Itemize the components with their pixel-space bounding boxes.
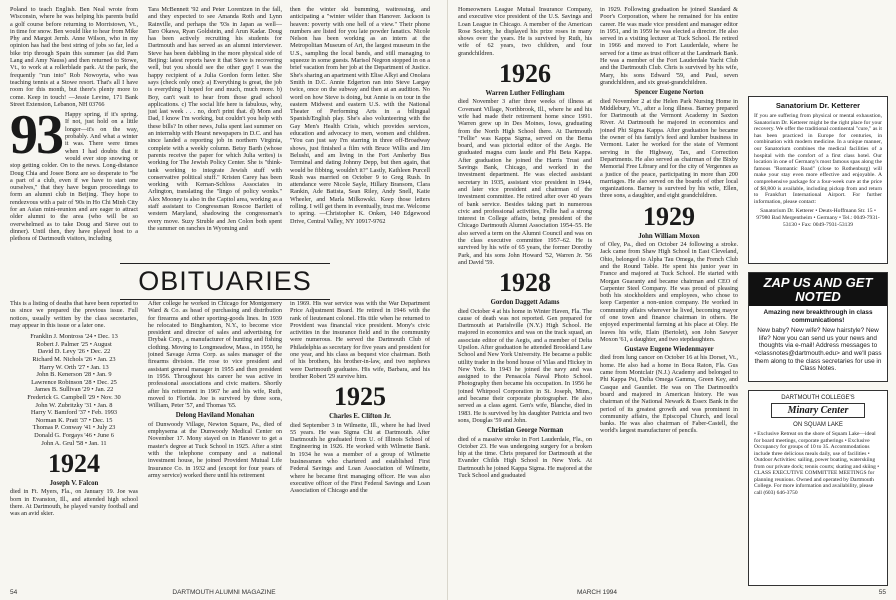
death-entry: Harry W. Orth '27 • Jan. 13 <box>39 363 109 371</box>
class-notes-column-2 <box>148 6 282 258</box>
obituary-name: Christian George Norman <box>486 427 564 435</box>
ad-title: Sanatorium Dr. Ketterer <box>775 101 861 110</box>
death-entry: Norman K. Pratt '37 • Dec. 15 <box>35 416 113 424</box>
obituary-name: Gustave Eugene Wiedenmayer <box>624 346 714 354</box>
obituary-text: died October 4 at his home in Winter Haven, Fla. The cause of death was not reported. Gen prepared for Dartmouth at Parishville (N.Y.) High School. He majored in economics and was on the track squad, an associate editor of the Aegis, and a member of Delta Upsilon. After graduation he attended Brookland Law School and New York University. He became a public utility trader in the bond house of Vilas and Hickey in New York. In 1943 he joined the navy and was assigned to the Pensacola Naval Photo School. Photography then became his occupation. In 1956 he joined Whirpool Corporation in St. Joseph, Minn., and became their corporate photographer. He also served as a class agent. Gen's wife, Blanche, died in 1983. He is survived by his daughter Patricia and two sons, Douglas '59 and John. <box>458 307 592 424</box>
year-93-dropcap: 93 <box>10 104 62 167</box>
obituaries-intro: This is a listing of deaths that have been reported to us since we prepared the previous issue. Full notices, usually written by the class secretaries, may appear in this issue or a later one. <box>10 300 138 329</box>
issue-date-footer: MARCH 1994 <box>576 589 618 596</box>
obituary-text: of Oley, Pa., died on October 24 following a stroke. Jack came from Shaw High School in East Cleveland, Ohio, belonged to Alpha Tau Omega, the French Club and the Round Table. He spent his junior year in France and majored at Tuck School. He started with Morgan Guaranty and became chairman and CEO of Carpenter Steel Company. He was proud of pleasing both his stockholders and employees, who chose to keep Carpenter a non-union company. He worked in community affairs wherever he lived, becoming mayor of one town and finance chairman in others. He enjoyed experimental farming at his place at Oley. He leaves his wife, Elain (Bertolet), son John Sawyer Moxon '61, a daughter, and two stepdaughters. <box>600 241 738 343</box>
death-entry: Richard M. Nichols '26 • Jan. 23 <box>32 355 116 363</box>
obituary-text: died November 2 at the Helen Park Nursing Home in Middlebury, Vt., after a long illness. Barney prepared for Dartmouth at the Vermont Academy in Saxton River. At Dartmouth he majored in economics and joined Phi Sigma Kappa. After graduation he became the owner of his family's feed and lumber business in Vermont. Later he worked for the state of Vermont serving in the Highway, Tax, and Correction Departments. He also served as chairman of the Bixby Memorial Free Library and for the city of Vergennes as a justice of the peace, participating in more than 200 marriages. He also served on the boards of other local organizations. Barney is survived by his wife, Ellen, three sons, a daughter, and eight grandchildren. <box>600 97 738 200</box>
obituaries-column-3 <box>290 300 430 570</box>
year-heading-1924: 1924 <box>48 449 100 479</box>
minary-center-ad <box>748 390 888 586</box>
death-entry: Thomas P. Conway '41 • July 23 <box>32 424 116 432</box>
obituary-text: died in Ft. Myers, Fla., on January 19. Joe was born in Evanston, Ill., and attended high school there. At Dartmouth, he played varsity football and was an avid skier. <box>10 488 138 518</box>
class-notes-93-text: Happy spring, if it's spring. If not, just hold on a little longer—it's on the way, probably. And what a winter it was. There were times when I had doubts that it would ever stop snowing or stop getting colder. On to the news. Long-distance Doug Chia and Josee Bonz are so desperate to "be a part of a club, even if we have to start one ourselves," that they have begun proceedings to form an alumni club in Beijing. They hope to rendezvous with a pair of '90s in Ho Chi Minh City for an Asian mini-reunion and are eager to attract older alumni to the area (who will be so overwhelmed as to take Doug and Steve out to dinner). Until then, they have played host to a plethora of Dartmouth visitors, including <box>10 111 138 243</box>
ad-body: New baby? New wife? New hairstyle? New life? Now you can send us your news and thoughts via e-mail! Address messages to <classnotes@dartmouth.edu> and we'll pass them along to the class secretaries for use in Class Notes. <box>754 327 882 373</box>
year-heading-1925: 1925 <box>334 382 386 412</box>
class-notes-col3-text: then the winter ski bumming, waitressing, and anticipating a "winter wilder than Hanover. Jackson is heaven: poverty with one hell of a view." Their phone numbers are listed for you late powder fanatics. Nicole Nelson has been working as an intern at the Metropolitan Museum of Art, the largest museum in the U.S., sampling the local bands, and still managing to squeeze in some guests. Marisol Negron stopped in on a brief vacation from her job at the Department of Justice. She's sharing an apartment with Elise Alkyi and Onolara Smith in D.C. Annie Edgerton ran into Steve Largay twice, once on the subway and then at an audition. No word on how Steve is doing, but Annie is on tour in the eastern Midwest and eastern U.S. with the National Theater of Performing Arts in a bilingual Spanish/English play. She's also volunteering with the Gay Men's Health Crisis, which provides services, education and advocacy to men, women and children. "You can just say I'm starring in three off-Broadway shows, just finished a film with Bruce Willis and Jim Belushi, and am living in the Fort Amherby Bus Terminal and dating Johnny Depp, but then again, that would be fibbing, wouldn't it?" Lastly, Kathleen Purcell Rush was married on October 9 to Greg Rush. In attendance were Nicole Sayle, Hillary Bransom, Clara Rankin, Ade Batista, Sean Riley, Andy Snell, Katie Wheeler, and Marla Milkowski. Keep those letters rolling. I will get them in eventually, trust me. Welcome to spring. —Christopher K. Onken, 140 Edgewood Drive, Central Valley, NY 10917-9762 <box>290 6 430 225</box>
obituary-text: of Dunwoody Village, Newton Square, Pa., died of emphysema at the Dunwoody Medical Center on November 17. Mony stayed on in Hanover to get a master's degree at Tuck School in 1925. After a stint with the telephone company and a national investment house, he joined Provident Mutual Life Insurance Co. in 1932 and (except for four years of army service) worked there until his retirement <box>148 420 282 479</box>
class-notes-email-ad <box>748 272 888 382</box>
obituaries-column-5 <box>600 6 738 590</box>
ad-brand: Minary Center <box>771 403 865 418</box>
deaths-list <box>10 333 138 447</box>
obituaries-column-4 <box>458 6 592 590</box>
obituary-text: died of a massive stroke in Fort Lauderdale, Fla., on October 23. He was undergoing surgery for a broken hip at the time. Chris prepared for Dartmouth at the Evander Childs High School in New York. At Dartmouth he joined Kappa Sigma. He majored at the Tuck School and graduated <box>458 435 592 480</box>
ad-logo-text: DARTMOUTH COLLEGE'S <box>781 395 855 401</box>
obituary-text: Homeowners League Mutual Insurance Company, and executive vice president of the U.S. Savings and Loan League in Chicago. A member of the American Rose Society, he displayed his prize roses in many shows over the years. He is survived by Ruth, his wife of 62 years, two children, and four grandchildren. <box>458 6 592 57</box>
death-entry: John B. Kenerson '28 • Jan. 9 <box>36 371 112 379</box>
death-entry: John W. Zubritzky '31 • Jan. 8 <box>35 401 113 409</box>
death-entry: John A. Grul '58 • Jan. 11 <box>41 439 107 447</box>
death-entry: Lawrence Robinson '28 • Dec. 25 <box>31 378 117 386</box>
obituary-text: in 1969. His war service was with the War Department Price Adjustment Board. He retired in 1946 with the rank of lieutenant colonel. His title when he returned to Provident was financial vice president. Mony's civic activities in the insurance field and in the community were numerous. He served the Dartmouth Club of Philadelphia as secretary for five years and president for one year, and his class as bequest vice chairman. Both of his brothers, his brother-in-law, and two nephews were Dartmouth graduates. His wife, Barbara, and his brother Robert '29 survive him. <box>290 300 430 380</box>
sanatorium-ad <box>748 96 888 264</box>
obituaries-heading: OBITUARIES <box>120 263 330 300</box>
right-page <box>448 0 896 600</box>
obituary-text: died from lung cancer on October 16 at his Dorset, Vt., home. He also had a home in Boca Raton, Fla. Gus came from Montclair (N.J.) Academy and belonged to Phi Kappa Psi, Delta Omega Gamma, Green Key, and Casque and Gauntlet. He was on The Dartmouth's board and majored in American history. He was chairman of the National Newark & Essex Bank in the period of its greatest growth and was prominent in community affairs, the Episcopal Church, and local banks. He was also chairman of Faber-Castell, the world's largest manufacturer of pencils. <box>600 354 738 435</box>
class-notes-92-text: Poland to teach English. Ben Neal wrote from Wisconsin, where he was helping his parents build a golf course before returning to Morristown, Vt., in time for snow. Ben would like to hear from Mike Phy and Margot Jernb. Anne Wilson, who in my opinion has had the best string of jobs so far, led a bike trip through Spain this summer (as did Pam Lang and Amy Nauss) and then returned to Stowe, Vt., to work at a rollerblade park. At the park, the frequently "run into" Rob Nowoyrta, who was teaching tennis at a Stowe resort. That's all I have room for this month, but there's plenty more to come. Keep in touch! —Jessie Levine, 171 Bank Street Extension, Lebanon, NH 03766 <box>10 6 138 108</box>
page-number-right: 55 <box>878 589 886 596</box>
obituary-text: After college he worked in Chicago for Montgomery Ward & Co. as head of purchasing and distribution for firearms and other sporting-goods lines. In 1939 he relocated to Binghamton, N.Y., to become vice president and director of sales and advertising for Drybak Corp., a manufacturer of hunting and fishing clothing. Moving to Longmeadow, Mass., in 1950, he joined Savage Arms Corp. as sales manager of the firearms division. He rose to vice president and assistant general manager in 1955 and then president in 1956. Throughout his career he was active in professional associations and civic matters. Shortly after his retirement in 1967 he and his wife, Ruth, moved to Florida. Joe is survived by three sons, William, Peter '57, and Thomas '65. <box>148 300 282 410</box>
death-entry: Donald G. Forgays '46 • June 6 <box>34 431 114 439</box>
obituaries-column-2 <box>148 300 282 570</box>
death-entry: James B. Sullivan '29 • Jan. 22 <box>34 386 114 394</box>
page-number-left: 54 <box>10 589 18 596</box>
year-heading-1928: 1928 <box>499 268 551 298</box>
obituary-text: died September 3 in Wilmette, Ill., where he had lived 55 years. He was Sigma Chi at Dartmouth. After Dartmouth he graduated from U. of Illinois School of Engineering in 1926. He worked with Wilmette Bank. In 1934 he was a member of a group of Wilmette businessmen who chartered and established First Federal Savings and Loan Association of Wilmette, where he became first managing officer. He was also executive officer of the First Federal Savings and Loan Association of Chicago and the <box>290 421 430 495</box>
obituary-name: Delong Haviland Monahan <box>175 412 255 420</box>
obituary-name: Spencer Eugene Norton <box>634 89 704 97</box>
death-entry: Franklin J. Montross '24 • Dec. 13 <box>30 333 118 341</box>
obituary-name: Gordon Daggett Adams <box>490 299 560 307</box>
obituary-name: Warren Luther Fellingham <box>485 90 565 98</box>
class-notes-93-section <box>10 104 138 243</box>
ad-subtitle: Amazing new breakthrough in class communications! <box>763 309 873 324</box>
class-notes-column-3 <box>290 6 430 258</box>
ad-headline: ZAP US AND GET NOTED <box>749 273 887 306</box>
death-entry: Frederick G. Campbell '29 • Nov. 30 <box>27 393 121 401</box>
death-entry: Harry V. Bamford '37 • Feb. 1993 <box>30 409 118 417</box>
class-notes-col2-text: Tara McBennett '92 and Peter Lorentzen in the fall, and they expected to see Amanda Roth and Lynn Rainville, and perhaps the '93s in Japan as well—Taro Okawa, Ryan Goldstein, and Arun Kadar. Doug has been actively recruiting his students for Dartmouth and has served as an alumni interviewer. Steve has been dabbling in the more physical side of Beijing: latest reports have it that Steve is recovering well, but you should see the other guy! I was the happy recipient of a Julia Gordon form letter. She says (check only one): a) Everything is great, the job is everything I hoped for and much, much more. b) Boy, can't wait to hear from those grad school applications. c) The social life here is fabulous, why, just last week . . . no, don't print that. d) Mom and Dad, I know I'm working, but couldn't you help with these bills? In other news, Julia spent last summer on an internship with Hearst newspapers in D.C. and has since landed a reporting job in northern Virginia, complete with a weekly column. Betsy Barth (whose parents receive the paper for which Julia writes) is working for The Jewish Policy Center. She is "think-tank working to integrate Jewish stuff with conservative political stuff." Kristen Carey has been working with Kernan-Schloss Associates in Arlington, translating the "lingo of policy wonks." Alex Mooney is also in the Capitol area, working as a staff assistant to Congressman Roscoe Bartlett of western Maryland, shadowing the congressman's every move. Suzy Struble and Jen Colon both spent the summer on ranches in Wyoming and <box>148 6 282 232</box>
year-heading-1929: 1929 <box>643 201 695 231</box>
obituary-name: Joseph V. Falcon <box>49 480 99 488</box>
ad-body: • Exclusive Retreat on the shore of Squam Lake—ideal for board meetings, corporate gatherings • Exclusive Occupancy for groups of 10 to 35. Accommodations include three delicious meals daily, use of facilities • Outdoor Activities: sailing, power boating, waterskiing from our private dock; tennis courts; skating and skiing • CLASS EXECUTIVE COMMITTEE MEETINGS for planning reunions. Owned and operated by Dartmouth College. For more information and availability, please call (603) 646-3750 <box>754 431 880 496</box>
obituaries-column-1 <box>10 300 138 570</box>
ad-address: Sanatorium Dr. Ketterer • Deuts-Hoffmann Str. 15 • 97980 Bad Mergentheim • Germany • Tel.: 0049-7931-53130 • Fax: 0049-7931-53139 <box>756 208 880 228</box>
death-entry: Robert J. Palmer '25 • August <box>36 340 112 348</box>
year-heading-1926: 1926 <box>499 59 551 89</box>
ad-brand-subtitle: ON SQUAM LAKE <box>793 422 843 428</box>
death-entry: David D. Levy '26 • Dec. 22 <box>37 348 111 356</box>
obituary-name: Charles E. Clifton Jr. <box>329 413 391 421</box>
magazine-footer: DARTMOUTH ALUMNI MAGAZINE <box>172 589 276 596</box>
obituary-text: in 1929. Following graduation he joined Standard & Poor's Corporation, where he remained for his entire career. He was made vice president and manager editor in 1951, and in 1959 he was elected a director. He also served in a visiting lecturer at Tuck School. He retired in 1966 and moved to Fort Lauderdale, where he served for a time as trust officer at the Landmark Bank. He was a member of the Fort Lauderdale Yacht Club and the Dartmouth Club. Chris is survived by his wife, Mary, his sons Edward '59, and Paul, seven grandchildren, and six great-grandchildren. <box>600 6 738 86</box>
obituary-text: died November 3 after three weeks of illness at Covenant Village, Northbrook, Ill., where he and his wife had made their retirement home since 1991. Warren grew up in Des Moines, Iowa, graduating from the North High School there. At Dartmouth "Fellie" was Kappa Sigma, served on the Bema board, and was pictorial editor of the Aegis. He graduated magna cum laude and Phi Beta Kappa. After graduation he joined the Harris Trust and Savings Bank, Chicago, and worked in the investment department. He was elected assistant secretary in 1935, assistant vice president in 1944, and later vice president and chairman of the investment committee. He retired after over 40 years of bank service. Besides taking part in numerous civic and professional activities, Fellie had a strong interest in College affairs, being president of the Chicago Dartmouth Alumni Association 1954–55. He also served a term on the Alumni Council and was on the class executive committee 1957–62. He is survived by his wife of 65 years, the former Dorothy Park, and his sons John Howard '52, Warren Jr. '56 and David '59. <box>458 98 592 266</box>
ad-body: If you are suffering from physical or mental exhaustion, Sanatorium Dr. Ketterer might be the right place for your recovery. We offer the traditional continental "cure," as it has been practiced in Europe for centuries, in combination with modern medicine. In a unique manner, our Sanatorium combines the medical facilities of a hospital with the comfort of a first class hotel. Our location in one of Germany's most famous spas along the famous "Romantic Road" (close to Rothenburg) will make your stay even more effective and enjoyable. A comprehensive package for a four-week cure at the price of $8,800 is available, including pickup from and return to Frankfurt International Airport. For further information, please contact: <box>754 113 882 205</box>
obituary-name: John William Moxon <box>638 232 700 240</box>
